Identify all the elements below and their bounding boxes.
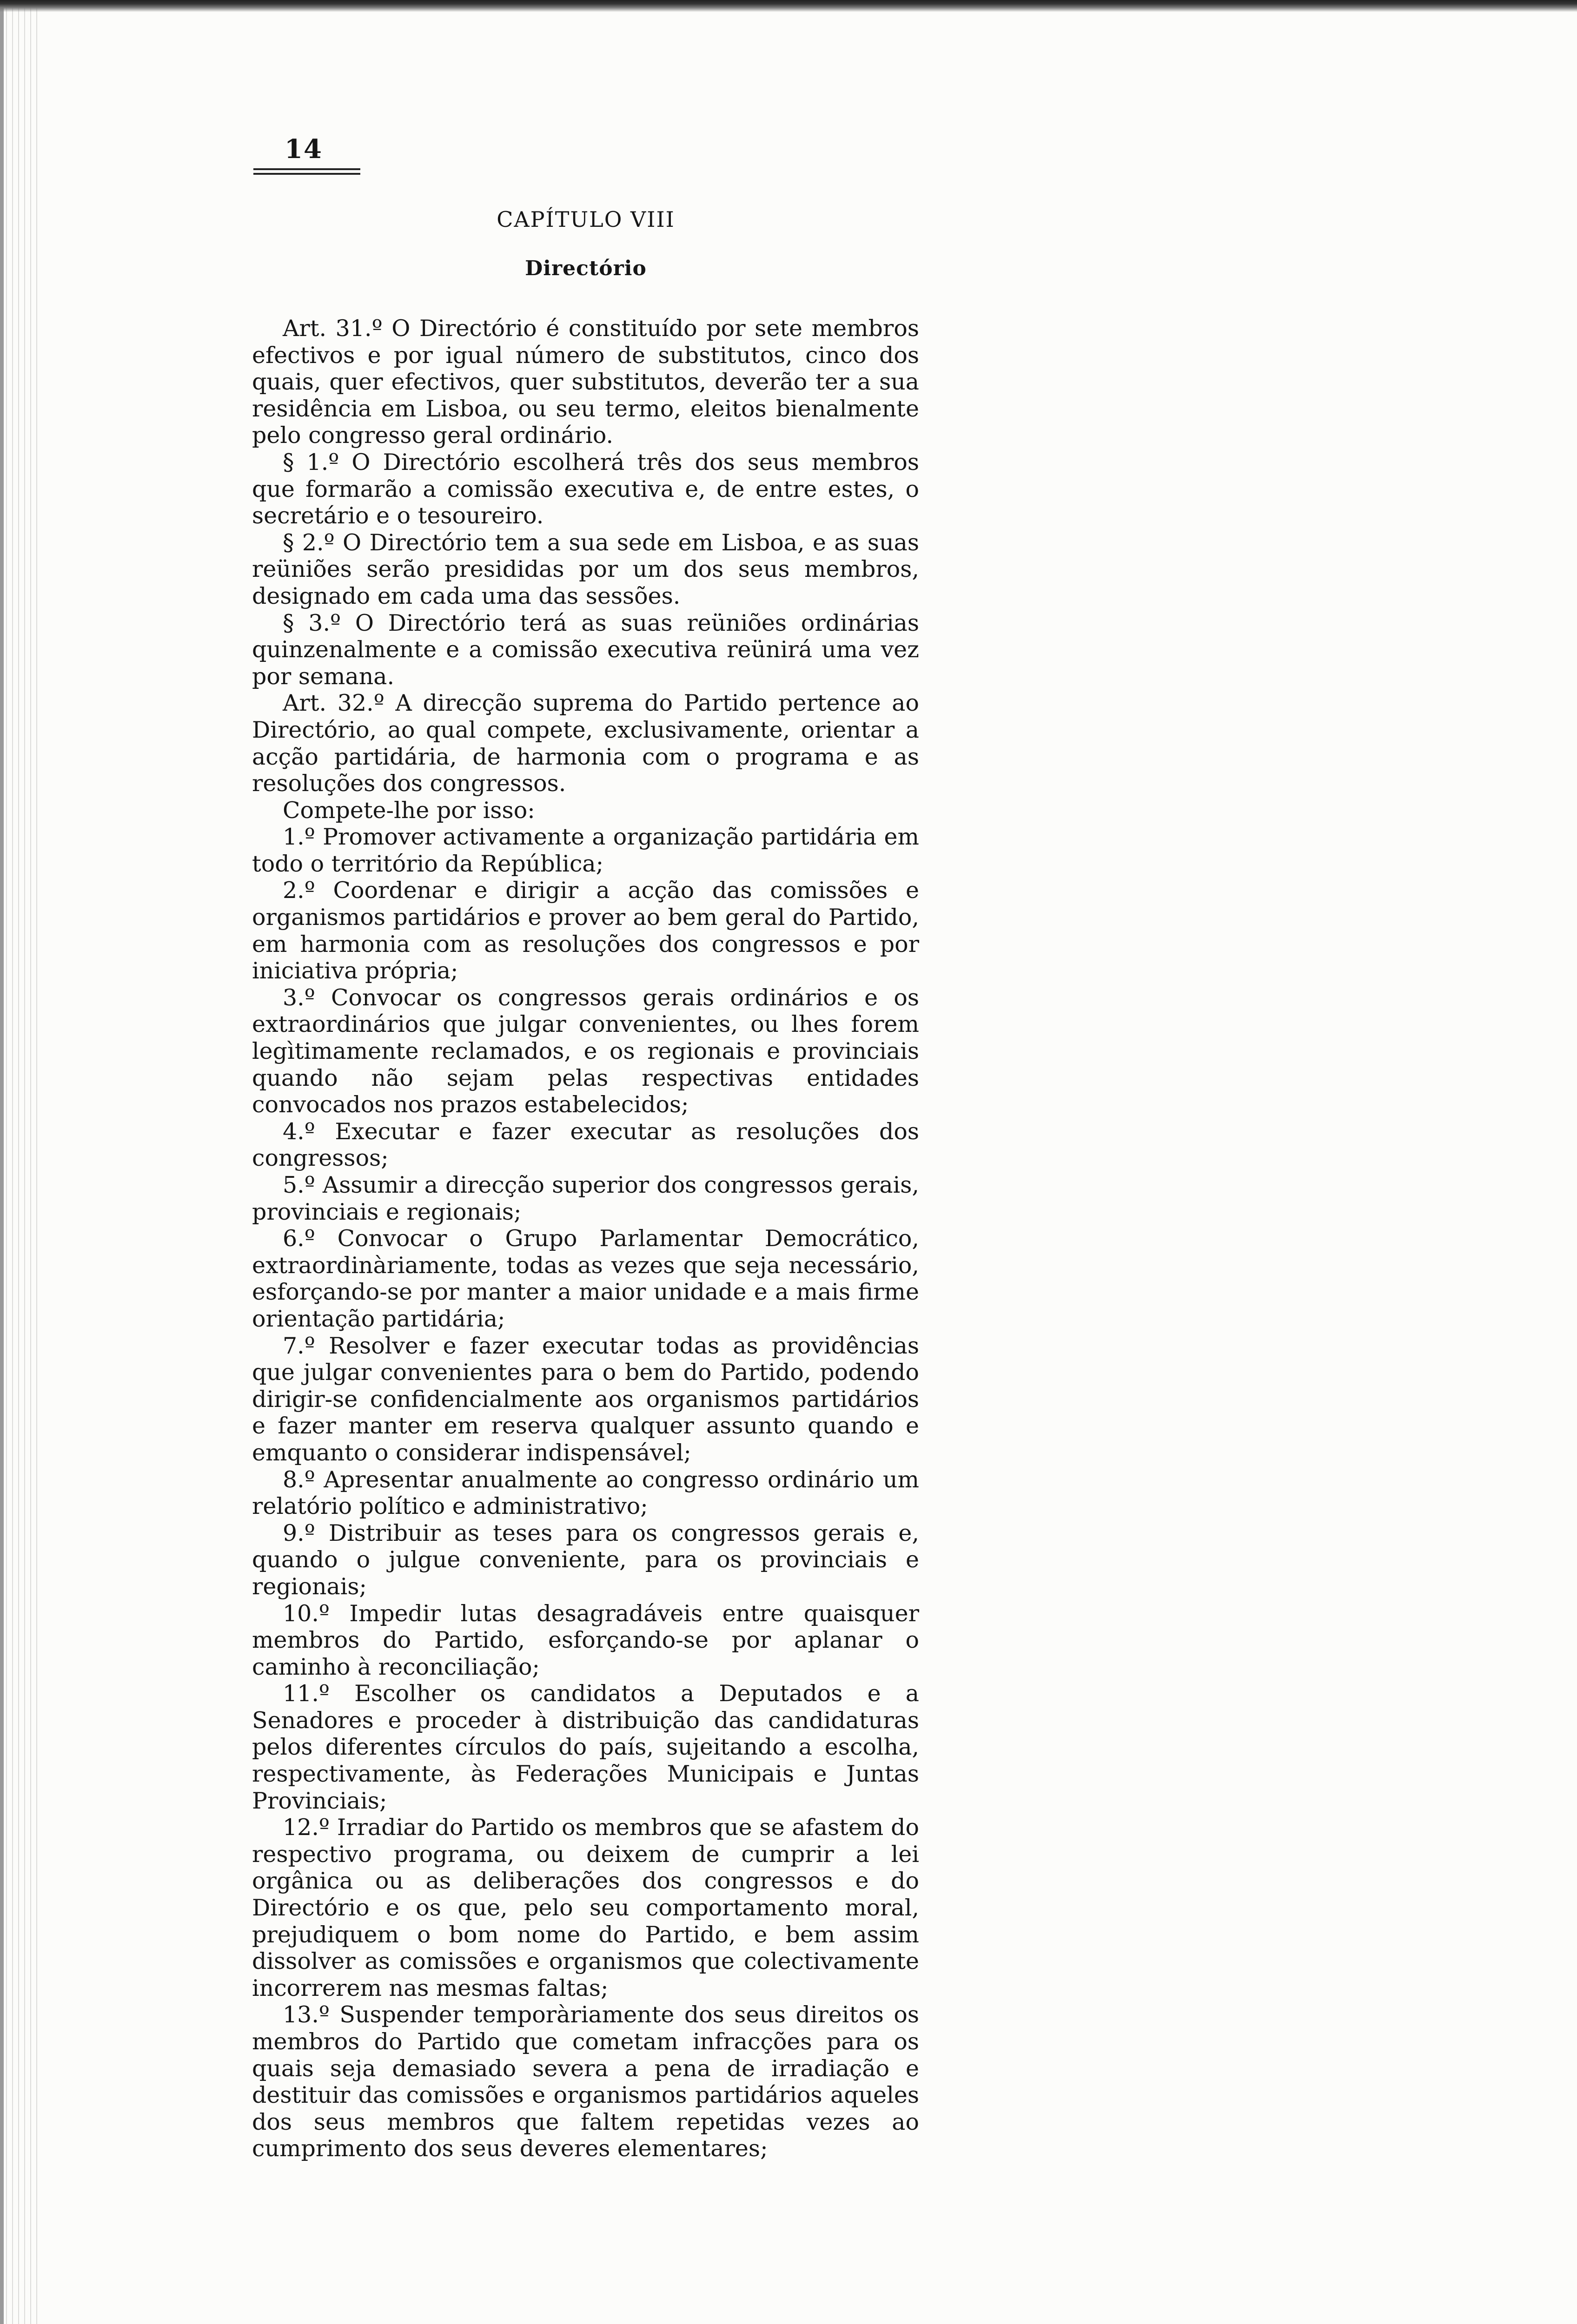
body-text [252,315,919,2162]
scan-top-edge [0,0,1577,12]
list-item-4: 4.º Executar e fazer executar as resoluções dos congressos; [252,1118,919,1172]
list-item-9: 9.º Distribuir as teses para os congressos gerais e, quando o julgue conveniente, para os provinciais e regionais; [252,1519,919,1600]
paragraph-art-31-s2: § 2.º O Directório tem a sua sede em Lisboa, e as suas reüniões serão presididas por um dos seus membros, designado em cada uma das sessões. [252,529,919,609]
list-item-13: 13.º Suspender temporàriamente dos seus direitos os membros do Partido que cometam infracções para os quais seja demasiado severa a pena de irradiação e destituir das comissões e organismos partidários aqueles dos seus membros que faltem repetidas vezes ao cumprimento dos seus deveres elementares; [252,2001,919,2162]
paragraph-art-31-s1: § 1.º O Directório escolherá três dos seus membros que formarão a comissão executiva e, de entre estes, o secretário e o tesoureiro. [252,449,919,529]
list-item-5: 5.º Assumir a direcção superior dos congressos gerais, provinciais e regionais; [252,1172,919,1225]
list-item-8: 8.º Apresentar anualmente ao congresso ordinário um relatório político e administrativo; [252,1466,919,1520]
list-item-6: 6.º Convocar o Grupo Parlamentar Democrático, extraordinàriamente, todas as vezes que seja necessário, esforçando-se por manter a maior unidade e a mais firme orientação partidária; [252,1225,919,1332]
scan-left-edge [0,0,4,2324]
paragraph-art-32: Art. 32.º A direcção suprema do Partido pertence ao Directório, ao qual compete, exclusivamente, orientar a acção partidária, de harmonia com o programa e as resoluções dos congressos. [252,690,919,797]
section-heading: Directório [525,257,647,280]
scan-binding-shadow [0,0,42,2324]
list-item-2: 2.º Coordenar e dirigir a acção das comissões e organismos partidários e prover ao bem geral do Partido, em harmonia com as resoluções dos congressos e por iniciativa própria; [252,877,919,984]
page-number: 14 [285,134,323,165]
chapter-heading: CAPÍTULO VIII [497,207,675,232]
paragraph-art-31: Art. 31.º O Directório é constituído por sete membros efectivos e por igual número de substitutos, cinco dos quais, quer efectivos, quer substitutos, deverão ter a sua residência em Lisboa, ou seu termo, eleitos bienalmente pelo congresso geral ordinário. [252,315,919,449]
list-item-3: 3.º Convocar os congressos gerais ordinários e os extraordinários que julgar convenientes, ou lhes forem legìtimamente reclamados, e os regionais e provinciais quando não sejam pelas respectivas entidades convocados nos prazos estabelecidos; [252,984,919,1118]
page-number-rule [253,168,360,175]
paragraph-compete: Compete-lhe por isso: [283,797,535,824]
list-item-11: 11.º Escolher os candidatos a Deputados e a Senadores e proceder à distribuição das candidaturas pelos diferentes círculos do país, sujeitando a escolha, respectivamente, às Federações Municipais e Juntas Provinciais; [252,1680,919,1814]
paragraph-art-31-s3: § 3.º O Directório terá as suas reüniões ordinárias quinzenalmente e a comissão executiva reünirá uma vez por semana. [252,609,919,690]
list-item-7: 7.º Resolver e fazer executar todas as providências que julgar convenientes para o bem do Partido, podendo dirigir-se confidencialmente aos organismos partidários e fazer manter em reserva qualquer assunto quando e emquanto o considerar indispensável; [252,1332,919,1466]
list-item-1: 1.º Promover activamente a organização partidária em todo o território da República; [252,824,919,877]
list-item-12: 12.º Irradiar do Partido os membros que se afastem do respectivo programa, ou deixem de cumprir a lei orgânica ou as deliberações dos congressos e do Directório e os que, pelo seu comportamento moral, prejudiquem o bom nome do Partido, e bem assim dissolver as comissões e organismos que colectivamente incorrerem nas mesmas faltas; [252,1814,919,2001]
list-item-10: 10.º Impedir lutas desagradáveis entre quaisquer membros do Partido, esforçando-se por aplanar o caminho à reconciliação; [252,1600,919,1680]
